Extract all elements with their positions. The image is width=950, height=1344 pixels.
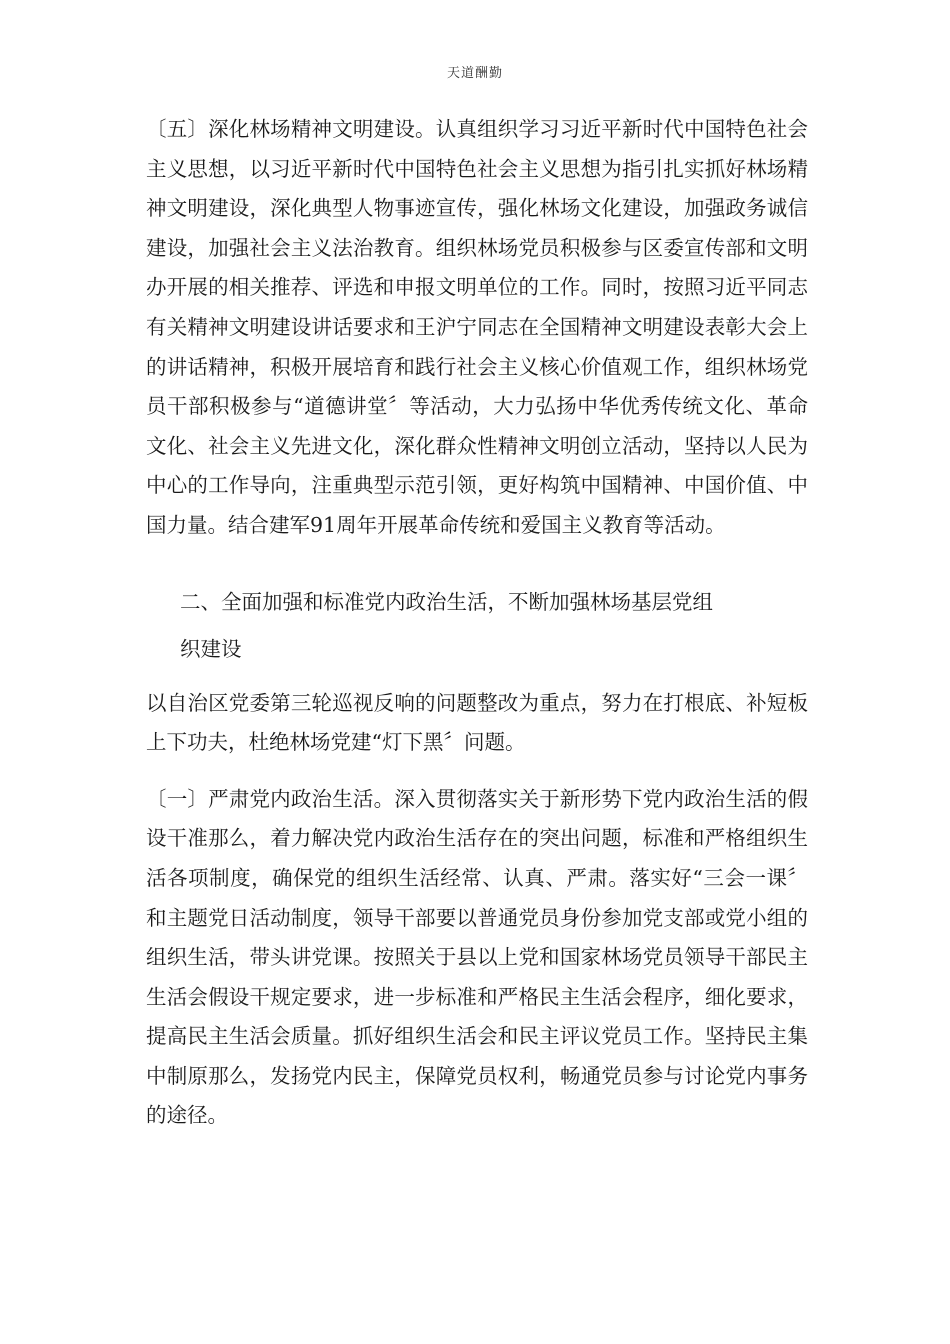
section-heading-line-1: 二、全面加强和标准党内政治生活，不断加强林场基层党组 [180,589,713,614]
section-heading [146,579,808,673]
paragraph-spiritual-civilization: 〔五〕深化林场精神文明建设。认真组织学习习近平新时代中国特色社会主义思想，以习近平新时代中国特色社会主义思想为指引扎实抓好林场精神文明建设，深化典型人物事迹宣传，强化林场文化建设，加强政务诚信建设，加强社会主义法治教育。组织林场党员积极参与区委宣传部和文明办开展的相关推荐、评选和申报文明单位的工作。同时，按照习近平同志有关精神文明建设讲话要求和王沪宁同志在全国精神文明建设表彰大会上的讲话精神，积极开展培育和践行社会主义核心价值观工作，组织林场党员干部积极参与“道德讲堂〞等活动，大力弘扬中华优秀传统文化、革命文化、社会主义先进文化，深化群众性精神文明创立活动，坚持以人民为中心的工作导向，注重典型示范引领，更好构筑中国精神、中国价值、中国力量。结合建军91周年开展革命传统和爱国主义教育等活动。 [146,117,808,537]
document-body [146,110,808,1136]
paragraph-intro: 以自治区党委第三轮巡视反响的问题整改为重点，努力在打根底、补短板上下功夫，杜绝林场党建“灯下黑〞问题。 [146,690,808,755]
paragraph-political-life: 〔一〕严肃党内政治生活。深入贯彻落实关于新形势下党内政治生活的假设干准那么，着力解决党内政治生活存在的突出问题，标准和严格组织生活各项制度，确保党的组织生活经常、认真、严肃。落实好“三会一课〞和主题党日活动制度，领导干部要以普通党员身份参加党支部或党小组的组织生活，带头讲党课。按照关于县以上党和国家林场党员领导干部民主生活会假设干规定要求，进一步标准和严格民主生活会程序，细化要求，提高民主生活会质量。抓好组织生活会和民主评议党员工作。坚持民主集中制原那么，发扬党内民主，保障党员权利，畅通党员参与讨论党内事务的途径。 [146,786,808,1128]
section-heading-line-2: 织建设 [180,636,242,661]
page-header: 天道酬勤 [446,66,503,81]
